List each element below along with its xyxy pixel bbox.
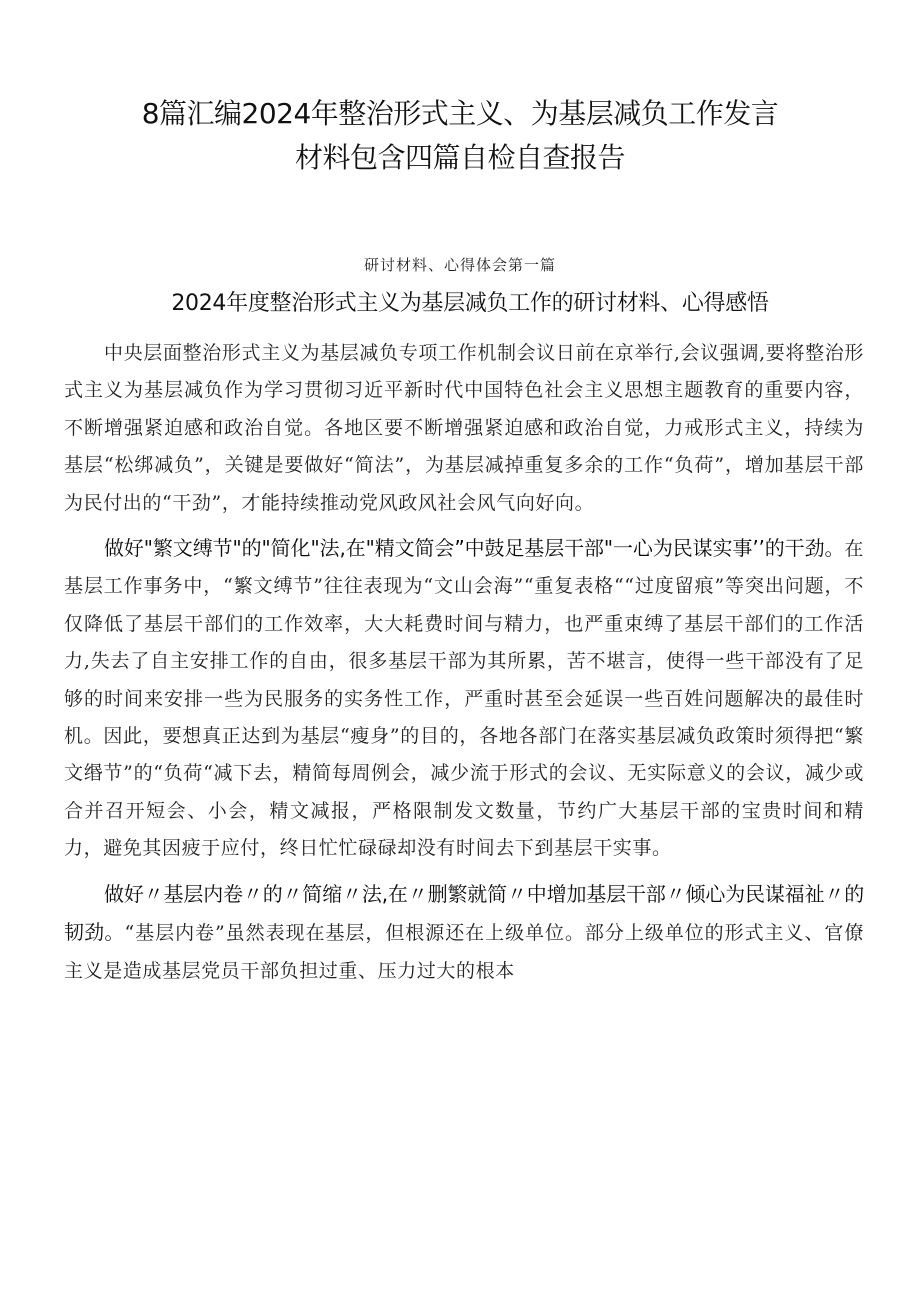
title-line-1: 8篇汇编2024年整治形式主义、为基层减负工作发言 (141, 97, 779, 130)
document-title (60, 92, 860, 180)
paragraph (64, 334, 864, 522)
paragraph-text: 中央层面整治形式主义为基层减负专项工作机制会议日前在京举行,会议强调,要将整治形式主义为基层减负作为学习贯彻习近平新时代中国特色社会主义思想主题教育的重要内容，不断增强紧迫感和政治自觉。各地区要不断增强紧迫感和政治自觉，力戒形式主义，持续为基层“松绑减负”，关键是要做好“简法”，为基层减掉重复多余的工作“负荷”，增加基层干部为民付出的“干劲”，才能持续推动党风政风社会风气向好向。 (64, 342, 864, 514)
paragraph (64, 876, 864, 990)
paragraph-lead: 做好"繁文缚节"的"简化"法,在"精文简会”中鼓足基层干部"一心为民谋实事’’的干劲。 (104, 536, 845, 561)
paragraph-text: “基层内卷”虽然表现在基层，但根源还在上级单位。部分上级单位的形式主义、官僚主义是造成基层党员干部负担过重、压力过大的根本 (64, 922, 864, 982)
paragraph (64, 530, 864, 868)
section-heading: 2024年度整治形式主义为基层减负工作的研讨材料、心得感悟 (171, 291, 769, 316)
title-line-2: 材料包含四篇自检自查报告 (294, 141, 625, 174)
section-label: 研讨材料、心得体会第一篇 (363, 256, 556, 274)
document-body (64, 334, 864, 998)
paragraph-lead: 做好〃基层内卷〃的〃简缩〃法,在〃删繁就简〃中增加基层干部〃倾心为民谋福祉〃的韧劲。 (64, 881, 864, 945)
paragraph-text: 在基层工作事务中，“繁文缚节”往往表现为“文山会海”“重复表格““过度留痕”等突出问题，不仅降低了基层干部们的工作效率，大大耗费时间与精力，也严重束缚了基层干部们的工作活力,失去了自主安排工作的自由，很多基层干部为其所累，苦不堪言，使得一些干部没有了足够的时间来安排一些为民服务的实务性工作，严重时甚至会延误一些百姓问题解决的最佳时机。因此，要想真正达到为基层“瘦身”的目的，各地各部门在落实基层减负政策时须得把“繁文缗节”的“负荷“减下去，精简每周例会，减少流于形式的会议、无实际意义的会议，减少或合并召开短会、小会，精文减报，严格限制发文数量，节约广大基层干部的宝贵时间和精力，避免其因疲于应付，终日忙忙碌碌却没有时间去下到基层干实事。 (64, 538, 864, 860)
